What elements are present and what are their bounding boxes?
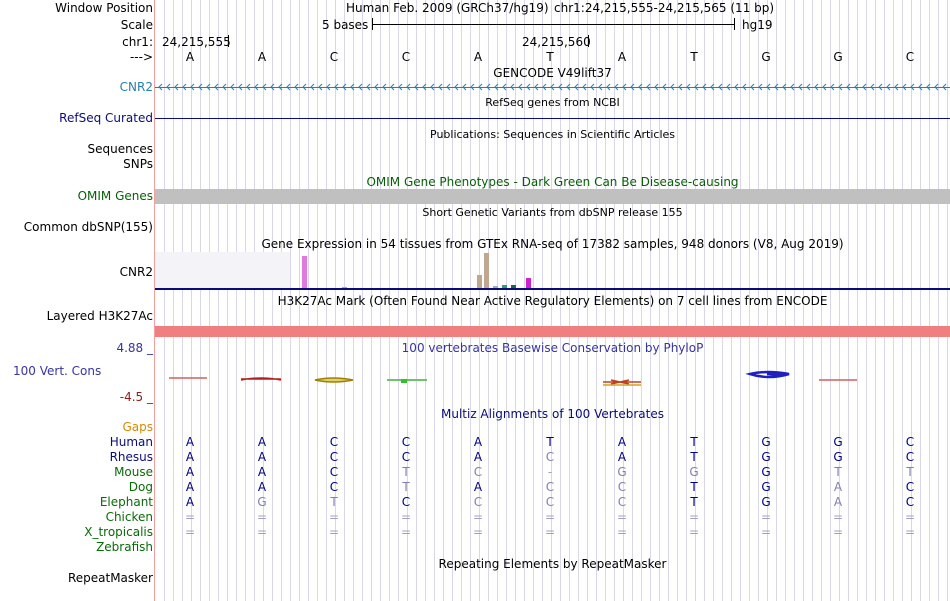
strand-chevron — [639, 84, 642, 90]
strand-chevron — [527, 84, 530, 90]
cons-glyph-3 — [315, 378, 353, 382]
species-label-x_tropicalis[interactable]: X_tropicalis — [84, 525, 153, 539]
strand-chevron — [775, 84, 778, 90]
alignment-base: A — [257, 465, 267, 479]
alignment-base: = — [328, 510, 340, 524]
gtex-gene-line[interactable] — [155, 288, 950, 290]
cons-glyph-2 — [241, 378, 281, 380]
strand-chevron — [783, 84, 786, 90]
strand-chevron — [879, 84, 882, 90]
strand-chevron — [183, 84, 186, 90]
strand-chevron — [271, 84, 274, 90]
alignment-base: C — [905, 480, 915, 494]
refseq-title: RefSeq genes from NCBI — [485, 96, 620, 109]
strand-chevron — [239, 84, 242, 90]
cons-title: 100 vertebrates Basewise Conservation by PhyloP — [401, 341, 704, 355]
strand-chevron — [223, 84, 226, 90]
window-position-label: Window Position — [55, 1, 153, 15]
strand-chevron — [799, 84, 802, 90]
alignment-base: A — [257, 480, 267, 494]
species-label-zebrafish[interactable]: Zebrafish — [96, 540, 153, 554]
strand-chevron — [927, 84, 930, 90]
alignment-base: T — [690, 480, 698, 494]
strand-chevron — [911, 84, 914, 90]
strand-chevron — [831, 84, 834, 90]
strand-chevron — [391, 84, 394, 90]
strand-chevron — [407, 84, 410, 90]
strand-chevron — [695, 84, 698, 90]
strand-chevron — [543, 84, 546, 90]
alignment-base: T — [330, 495, 338, 509]
alignment-base: A — [185, 480, 195, 494]
species-label-elephant[interactable]: Elephant — [99, 495, 153, 509]
strand-chevron — [359, 84, 362, 90]
alignment-base: = — [256, 510, 268, 524]
publications-label-snps[interactable]: SNPs — [123, 157, 153, 171]
strand-chevron — [303, 84, 306, 90]
strand-chevron — [471, 84, 474, 90]
gtex-label[interactable]: CNR2 — [119, 265, 153, 279]
species-label-chicken[interactable]: Chicken — [105, 510, 153, 524]
strand-chevron — [311, 84, 314, 90]
cons-label[interactable]: 100 Vert. Cons — [13, 364, 102, 378]
species-label-mouse[interactable]: Mouse — [114, 465, 153, 479]
position-tick-start — [228, 35, 229, 47]
alignment-base: C — [401, 450, 411, 464]
position-start: 24,215,555 — [162, 35, 231, 49]
strand-chevron — [551, 84, 554, 90]
omim-label[interactable]: OMIM Genes — [77, 189, 153, 203]
species-label-human[interactable]: Human — [109, 435, 153, 449]
gtex-bar[interactable] — [302, 256, 307, 288]
alignment-base: = — [688, 510, 700, 524]
strand-chevron — [607, 84, 610, 90]
alignment-base: T — [906, 465, 914, 479]
strand-chevron — [367, 84, 370, 90]
alignment-base: A — [833, 480, 843, 494]
strand-chevron — [615, 84, 618, 90]
strand-chevron — [599, 84, 602, 90]
alignment-base: = — [472, 525, 484, 539]
scale-tick-right — [734, 18, 735, 30]
strand-chevron — [351, 84, 354, 90]
base-letter: C — [329, 50, 339, 64]
strand-chevron — [815, 84, 818, 90]
strand-chevron — [567, 84, 570, 90]
alignment-base: A — [257, 435, 267, 449]
alignment-base: = — [544, 525, 556, 539]
strand-chevron — [279, 84, 282, 90]
gtex-bar[interactable] — [477, 275, 482, 288]
alignment-base: C — [329, 480, 339, 494]
cons-glyph-4b — [401, 379, 407, 383]
alignment-base: = — [400, 525, 412, 539]
strand-chevron — [823, 84, 826, 90]
alignment-base: = — [904, 525, 916, 539]
alignment-base: C — [329, 465, 339, 479]
strand-chevron — [519, 84, 522, 90]
strand-chevron — [767, 84, 770, 90]
alignment-base: G — [257, 495, 267, 509]
strand-chevron — [727, 84, 730, 90]
strand-chevron — [655, 84, 658, 90]
strand-chevron — [207, 84, 210, 90]
base-letter: A — [617, 50, 627, 64]
strand-chevron — [743, 84, 746, 90]
alignment-base: C — [905, 495, 915, 509]
alignment-base: A — [257, 450, 267, 464]
alignment-base: = — [616, 525, 628, 539]
strand-chevron — [895, 84, 898, 90]
strand-chevron — [887, 84, 890, 90]
strand-chevron — [327, 84, 330, 90]
alignment-base: = — [400, 510, 412, 524]
alignment-base: C — [545, 450, 555, 464]
strand-chevron — [871, 84, 874, 90]
base-letter: C — [905, 50, 915, 64]
alignment-base: T — [834, 465, 842, 479]
alignment-base: C — [545, 495, 555, 509]
strand-chevron — [415, 84, 418, 90]
strand-chevron — [247, 84, 250, 90]
strand-chevron — [383, 84, 386, 90]
strand-chevron — [455, 84, 458, 90]
cons-glyph-6 — [750, 372, 789, 377]
strand-chevron — [703, 84, 706, 90]
strand-chevron — [263, 84, 266, 90]
alignment-base: C — [545, 480, 555, 494]
strand-chevron — [287, 84, 290, 90]
strand-chevron — [175, 84, 178, 90]
gencode-title: GENCODE V49lift37 — [493, 66, 612, 80]
alignment-base: G — [761, 435, 771, 449]
alignment-base: = — [184, 510, 196, 524]
strand-chevron — [503, 84, 506, 90]
multiz-gaps-label[interactable]: Gaps — [122, 420, 153, 434]
strand-chevron — [215, 84, 218, 90]
strand-chevron — [807, 84, 810, 90]
dbsnp-label[interactable]: Common dbSNP(155) — [23, 220, 153, 234]
h3k27ac-label[interactable]: Layered H3K27Ac — [46, 309, 153, 323]
strand-label: ---> — [129, 50, 153, 64]
strand-chevron — [751, 84, 754, 90]
strand-chevron — [671, 84, 674, 90]
scale-text: 5 bases — [322, 18, 369, 32]
refseq-gene-line[interactable] — [155, 118, 950, 119]
alignment-base: T — [402, 480, 410, 494]
alignment-base: C — [401, 435, 411, 449]
strand-chevron — [623, 84, 626, 90]
alignment-base: A — [185, 450, 195, 464]
cons-glyphs[interactable] — [155, 366, 950, 390]
alignment-base: G — [833, 435, 843, 449]
strand-chevron — [447, 84, 450, 90]
alignment-base: = — [616, 510, 628, 524]
scale-db: hg19 — [742, 18, 773, 32]
strand-chevron — [319, 84, 322, 90]
alignment-base: = — [760, 525, 772, 539]
alignment-base: G — [761, 480, 771, 494]
gtex-bar[interactable] — [526, 278, 531, 288]
strand-chevron — [535, 84, 538, 90]
chrom-label: chr1: — [122, 35, 153, 49]
alignment-base: T — [690, 495, 698, 509]
alignment-base: A — [473, 480, 483, 494]
alignment-base: C — [617, 495, 627, 509]
gencode-label[interactable]: CNR2 — [119, 80, 153, 94]
alignment-base: = — [760, 510, 772, 524]
strand-chevron — [575, 84, 578, 90]
base-letter: A — [185, 50, 195, 64]
alignment-base: C — [329, 435, 339, 449]
strand-chevron — [191, 84, 194, 90]
strand-chevron — [479, 84, 482, 90]
position-mid: 24,215,560 — [522, 35, 591, 49]
refseq-label[interactable]: RefSeq Curated — [59, 111, 153, 125]
strand-chevron — [559, 84, 562, 90]
alignment-base: = — [472, 510, 484, 524]
strand-chevron — [335, 84, 338, 90]
strand-chevron — [919, 84, 922, 90]
alignment-base: = — [328, 525, 340, 539]
strand-chevron — [943, 84, 946, 90]
strand-chevron — [903, 84, 906, 90]
alignment-base: A — [473, 450, 483, 464]
publications-title: Publications: Sequences in Scientific Articles — [430, 128, 675, 141]
alignment-base: = — [688, 525, 700, 539]
alignment-base: C — [329, 450, 339, 464]
base-letter: T — [690, 50, 698, 64]
scale-label: Scale — [120, 18, 153, 32]
alignment-base: = — [184, 525, 196, 539]
strand-chevron — [159, 84, 162, 90]
gtex-shade — [155, 252, 290, 288]
strand-chevron — [295, 84, 298, 90]
strand-chevron — [231, 84, 234, 90]
multiz-title: Multiz Alignments of 100 Vertebrates — [440, 407, 665, 421]
alignment-base: C — [473, 495, 483, 509]
omim-gene-bar[interactable] — [155, 189, 950, 204]
strand-chevron — [375, 84, 378, 90]
gtex-title: Gene Expression in 54 tissues from GTEx RNA-seq of 17382 samples, 948 donors (V8, Aug 2019) — [261, 237, 844, 251]
alignment-base: A — [473, 435, 483, 449]
strand-chevron — [463, 84, 466, 90]
base-letter: G — [761, 50, 771, 64]
species-label-rhesus[interactable]: Rhesus — [109, 450, 153, 464]
alignment-base: A — [185, 495, 195, 509]
alignment-base: T — [402, 465, 410, 479]
gtex-bar[interactable] — [484, 253, 489, 288]
h3k27ac-signal-bar[interactable] — [155, 326, 950, 337]
alignment-base: = — [544, 510, 556, 524]
strand-chevron — [711, 84, 714, 90]
alignment-base: = — [832, 525, 844, 539]
alignment-base: - — [547, 465, 553, 479]
alignment-base: C — [905, 450, 915, 464]
assembly-text: Human Feb. 2009 (GRCh37/hg19) — [346, 1, 549, 15]
h3k27ac-title: H3K27Ac Mark (Often Found Near Active Regulatory Elements) on 7 cell lines from ENCODE — [277, 294, 828, 308]
strand-chevron — [199, 84, 202, 90]
base-letter: A — [473, 50, 483, 64]
strand-chevron — [439, 84, 442, 90]
strand-chevron — [431, 84, 434, 90]
alignment-base: = — [256, 525, 268, 539]
alignment-base: T — [690, 450, 698, 464]
position-tick-mid — [588, 35, 589, 47]
alignment-base: A — [617, 435, 627, 449]
strand-chevron — [343, 84, 346, 90]
scale-bar — [372, 24, 734, 25]
strand-chevron — [399, 84, 402, 90]
alignment-base: C — [905, 435, 915, 449]
alignment-base: G — [761, 495, 771, 509]
omim-title: OMIM Gene Phenotypes - Dark Green Can Be Disease-causing — [366, 175, 739, 189]
base-letter: A — [257, 50, 267, 64]
strand-chevron — [847, 84, 850, 90]
strand-chevron — [167, 84, 170, 90]
strand-chevron — [791, 84, 794, 90]
alignment-base: G — [833, 450, 843, 464]
alignment-base: = — [832, 510, 844, 524]
cons-glyph-5 — [603, 380, 641, 384]
cons-min-label: -4.5 _ — [119, 390, 153, 404]
alignment-base: T — [546, 435, 554, 449]
range-text: chr1:24,215,555-24,215,565 (11 bp) — [554, 1, 775, 15]
strand-chevron — [759, 84, 762, 90]
alignment-base: G — [761, 450, 771, 464]
alignment-base: G — [689, 465, 699, 479]
strand-chevron — [839, 84, 842, 90]
strand-chevron — [255, 84, 258, 90]
strand-chevron — [591, 84, 594, 90]
strand-chevron — [855, 84, 858, 90]
species-label-dog[interactable]: Dog — [128, 480, 153, 494]
strand-chevron — [679, 84, 682, 90]
strand-chevron — [735, 84, 738, 90]
strand-chevron — [631, 84, 634, 90]
alignment-base: C — [617, 480, 627, 494]
alignment-base: = — [904, 510, 916, 524]
alignment-base: T — [690, 435, 698, 449]
strand-chevron — [487, 84, 490, 90]
strand-chevron — [423, 84, 426, 90]
strand-chevron — [663, 84, 666, 90]
alignment-base: C — [401, 495, 411, 509]
strand-chevron — [583, 84, 586, 90]
alignment-base: A — [617, 450, 627, 464]
gencode-strand-arrows — [155, 82, 950, 94]
base-letter: C — [401, 50, 411, 64]
alignment-base: A — [833, 495, 843, 509]
dbsnp-title: Short Genetic Variants from dbSNP release 155 — [422, 206, 683, 219]
strand-chevron — [495, 84, 498, 90]
alignment-base: G — [761, 465, 771, 479]
alignment-base: C — [473, 465, 483, 479]
strand-chevron — [511, 84, 514, 90]
strand-chevron — [647, 84, 650, 90]
base-letter: T — [546, 50, 554, 64]
alignment-base: A — [185, 435, 195, 449]
publications-label-sequences[interactable]: Sequences — [87, 142, 153, 156]
alignment-base: G — [617, 465, 627, 479]
alignment-base: A — [185, 465, 195, 479]
repeatmasker-title: Repeating Elements by RepeatMasker — [438, 557, 667, 571]
cons-max-label: 4.88 _ — [116, 341, 153, 355]
base-letter: G — [833, 50, 843, 64]
strand-chevron — [935, 84, 938, 90]
strand-chevron — [719, 84, 722, 90]
strand-chevron — [687, 84, 690, 90]
repeatmasker-label[interactable]: RepeatMasker — [67, 571, 153, 585]
strand-chevron — [863, 84, 866, 90]
